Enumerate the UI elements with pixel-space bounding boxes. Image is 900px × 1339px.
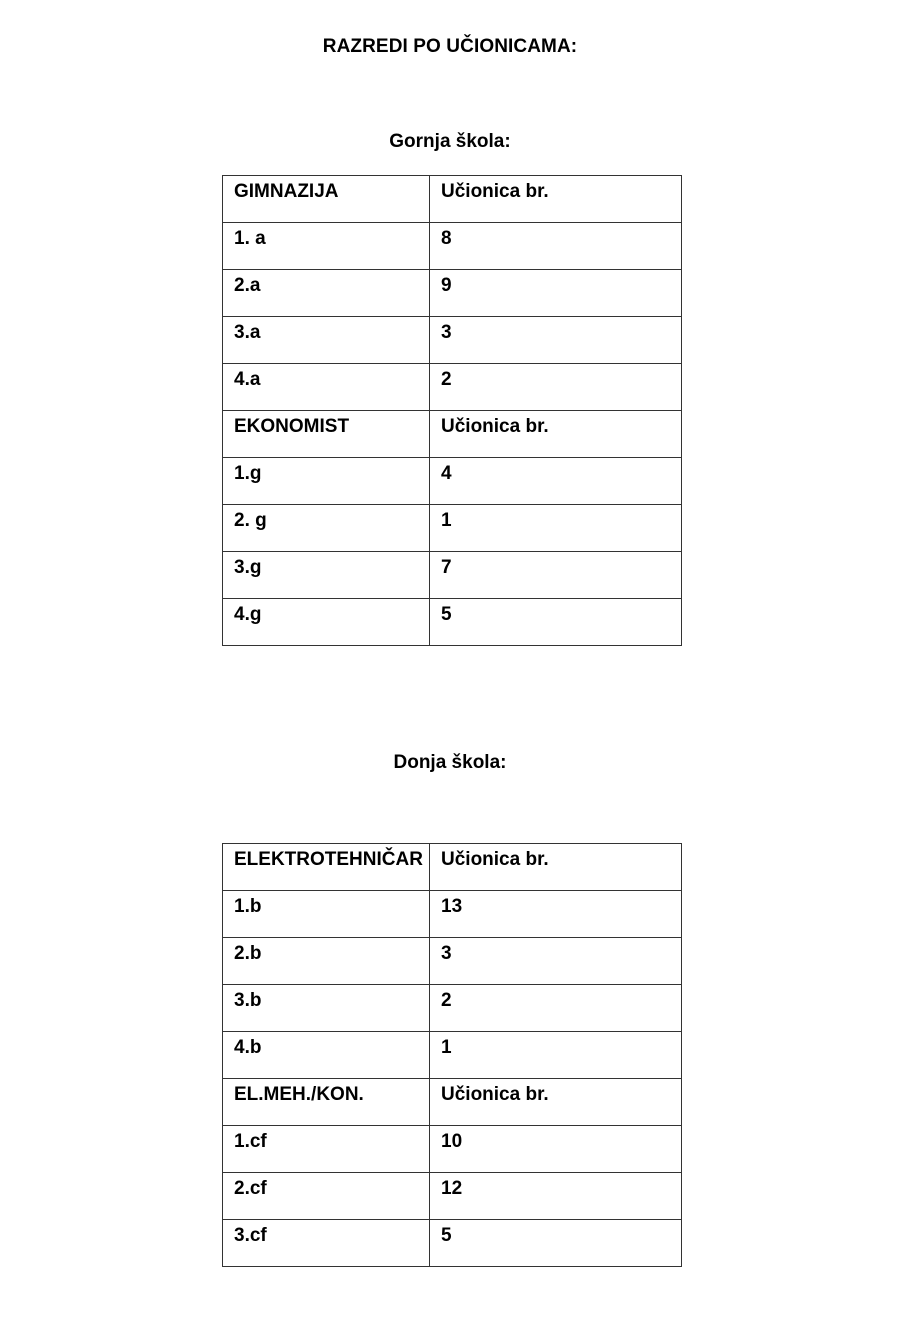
document-title: RAZREDI PO UČIONICAMA: — [322, 36, 578, 57]
class-cell: 2.b — [223, 938, 430, 985]
room-cell: 3 — [430, 317, 682, 364]
section-heading-donja-skola: Donja škola: — [393, 752, 507, 773]
room-cell: 5 — [430, 599, 682, 646]
table-row — [223, 364, 682, 411]
room-header-cell: Učionica br. — [430, 411, 682, 458]
room-header-cell: Učionica br. — [430, 1079, 682, 1126]
section-heading-gornja-skola: Gornja škola: — [389, 131, 511, 152]
room-cell: 13 — [430, 891, 682, 938]
table-row-group-header — [223, 176, 682, 223]
class-cell: 3.a — [223, 317, 430, 364]
class-cell: 1.b — [223, 891, 430, 938]
table-row — [223, 223, 682, 270]
table-row-group-header — [223, 844, 682, 891]
class-cell: 2.a — [223, 270, 430, 317]
room-cell: 12 — [430, 1173, 682, 1220]
room-cell: 5 — [430, 1220, 682, 1267]
table-row — [223, 985, 682, 1032]
table-row — [223, 458, 682, 505]
table-row — [223, 270, 682, 317]
room-header-cell: Učionica br. — [430, 844, 682, 891]
class-cell: 3.b — [223, 985, 430, 1032]
class-cell: 4.g — [223, 599, 430, 646]
table-row — [223, 1173, 682, 1220]
group-name-cell: GIMNAZIJA — [223, 176, 430, 223]
group-name-cell: EKONOMIST — [223, 411, 430, 458]
table-row — [223, 938, 682, 985]
room-cell: 1 — [430, 1032, 682, 1079]
table-row — [223, 599, 682, 646]
table-body — [223, 176, 682, 646]
class-cell: 1. a — [223, 223, 430, 270]
table-row — [223, 505, 682, 552]
class-cell: 2.cf — [223, 1173, 430, 1220]
table-row — [223, 1126, 682, 1173]
class-cell: 1.g — [223, 458, 430, 505]
room-cell: 3 — [430, 938, 682, 985]
room-table-gornja-skola — [222, 175, 682, 646]
table-row-group-header — [223, 1079, 682, 1126]
room-cell: 9 — [430, 270, 682, 317]
class-cell: 4.a — [223, 364, 430, 411]
class-cell: 4.b — [223, 1032, 430, 1079]
class-cell: 2. g — [223, 505, 430, 552]
class-cell: 3.cf — [223, 1220, 430, 1267]
room-header-cell: Učionica br. — [430, 176, 682, 223]
room-cell: 10 — [430, 1126, 682, 1173]
table-body — [223, 844, 682, 1267]
table-row-group-header — [223, 411, 682, 458]
group-name-cell: EL.MEH./KON. — [223, 1079, 430, 1126]
room-table-donja-skola — [222, 843, 682, 1267]
table-row — [223, 1032, 682, 1079]
table-row — [223, 1220, 682, 1267]
class-cell: 1.cf — [223, 1126, 430, 1173]
room-cell: 7 — [430, 552, 682, 599]
class-cell: 3.g — [223, 552, 430, 599]
room-cell: 4 — [430, 458, 682, 505]
group-name-cell: ELEKTROTEHNIČAR — [223, 844, 430, 891]
room-cell: 2 — [430, 985, 682, 1032]
table-row — [223, 317, 682, 364]
table-row — [223, 891, 682, 938]
room-cell: 2 — [430, 364, 682, 411]
room-cell: 8 — [430, 223, 682, 270]
table-row — [223, 552, 682, 599]
room-cell: 1 — [430, 505, 682, 552]
